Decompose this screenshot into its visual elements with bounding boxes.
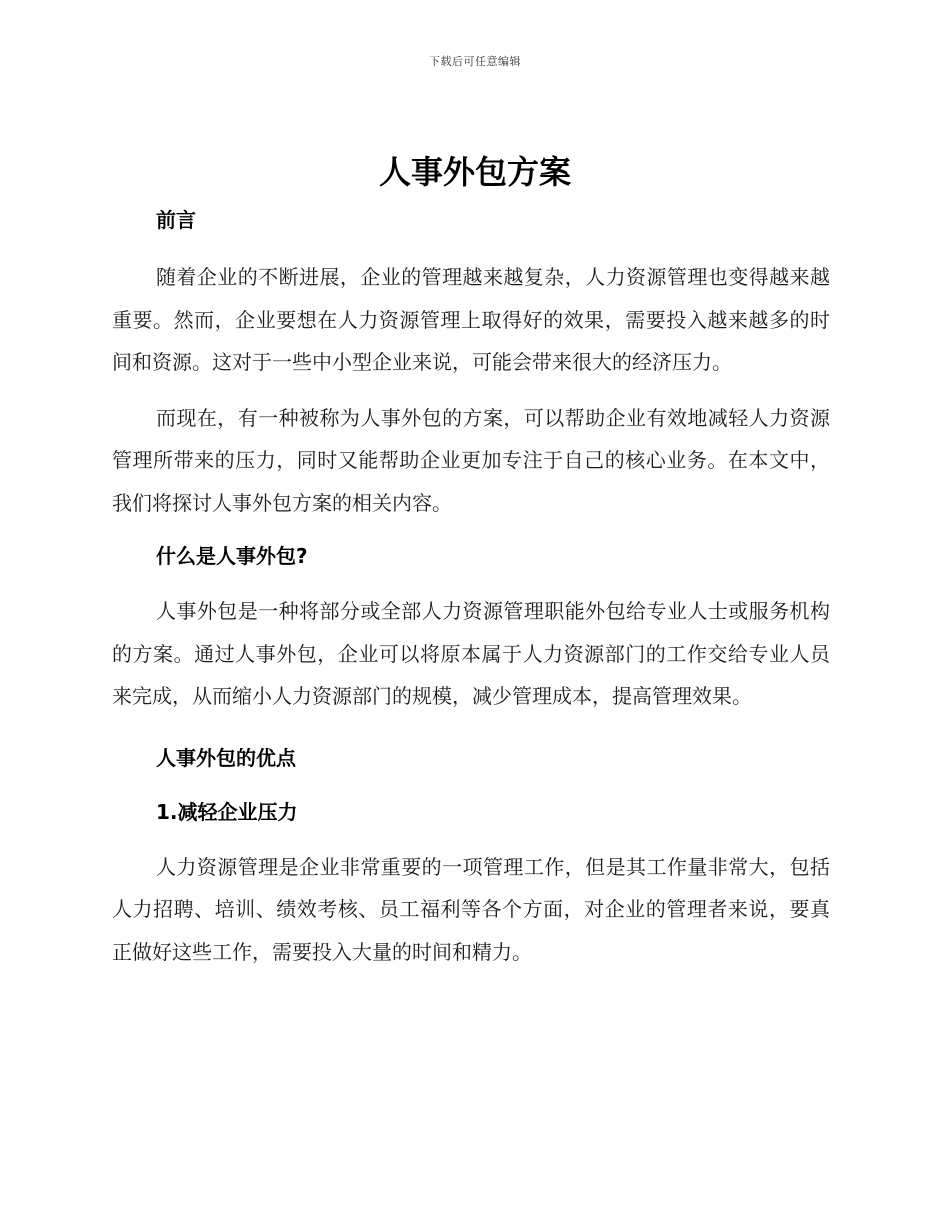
sub-heading-reduce-pressure: 1.减轻企业压力	[156, 799, 298, 824]
paragraph-preface-1: 随着企业的不断进展，企业的管理越来越复杂，人力资源管理也变得越来越重要。然而，企业要想在人力资源管理上取得好的效果，需要投入越来越多的时间和资源。这对于一些中小型企业来说，可能会带来很大的经济压力。	[112, 265, 830, 374]
page-header-note: 下载后可任意编辑	[429, 55, 521, 68]
paragraph-what-is-1: 人事外包是一种将部分或全部人力资源管理职能外包给专业人士或服务机构的方案。通过人事外包，企业可以将原本属于人力资源部门的工作交给专业人员来完成，从而缩小人力资源部门的规模，减少管理成本，提高管理效果。	[112, 599, 830, 708]
section-heading-advantages: 人事外包的优点	[156, 745, 296, 770]
paragraph-preface-2: 而现在，有一种被称为人事外包的方案，可以帮助企业有效地减轻人力资源管理所带来的压力，同时又能帮助企业更加专注于自己的核心业务。在本文中，我们将探讨人事外包方案的相关内容。	[112, 405, 830, 515]
section-heading-what-is: 什么是人事外包?	[156, 544, 308, 568]
document-body	[112, 200, 830, 973]
paragraph-advantages-1: 人力资源管理是企业非常重要的一项管理工作，但是其工作量非常大，包括人力招聘、培训、绩效考核、员工福利等各个方面，对企业的管理者来说，要真正做好这些工作，需要投入大量的时间和精力。	[112, 854, 830, 964]
section-heading-preface: 前言	[156, 208, 196, 232]
document-title: 人事外包方案	[378, 153, 571, 191]
